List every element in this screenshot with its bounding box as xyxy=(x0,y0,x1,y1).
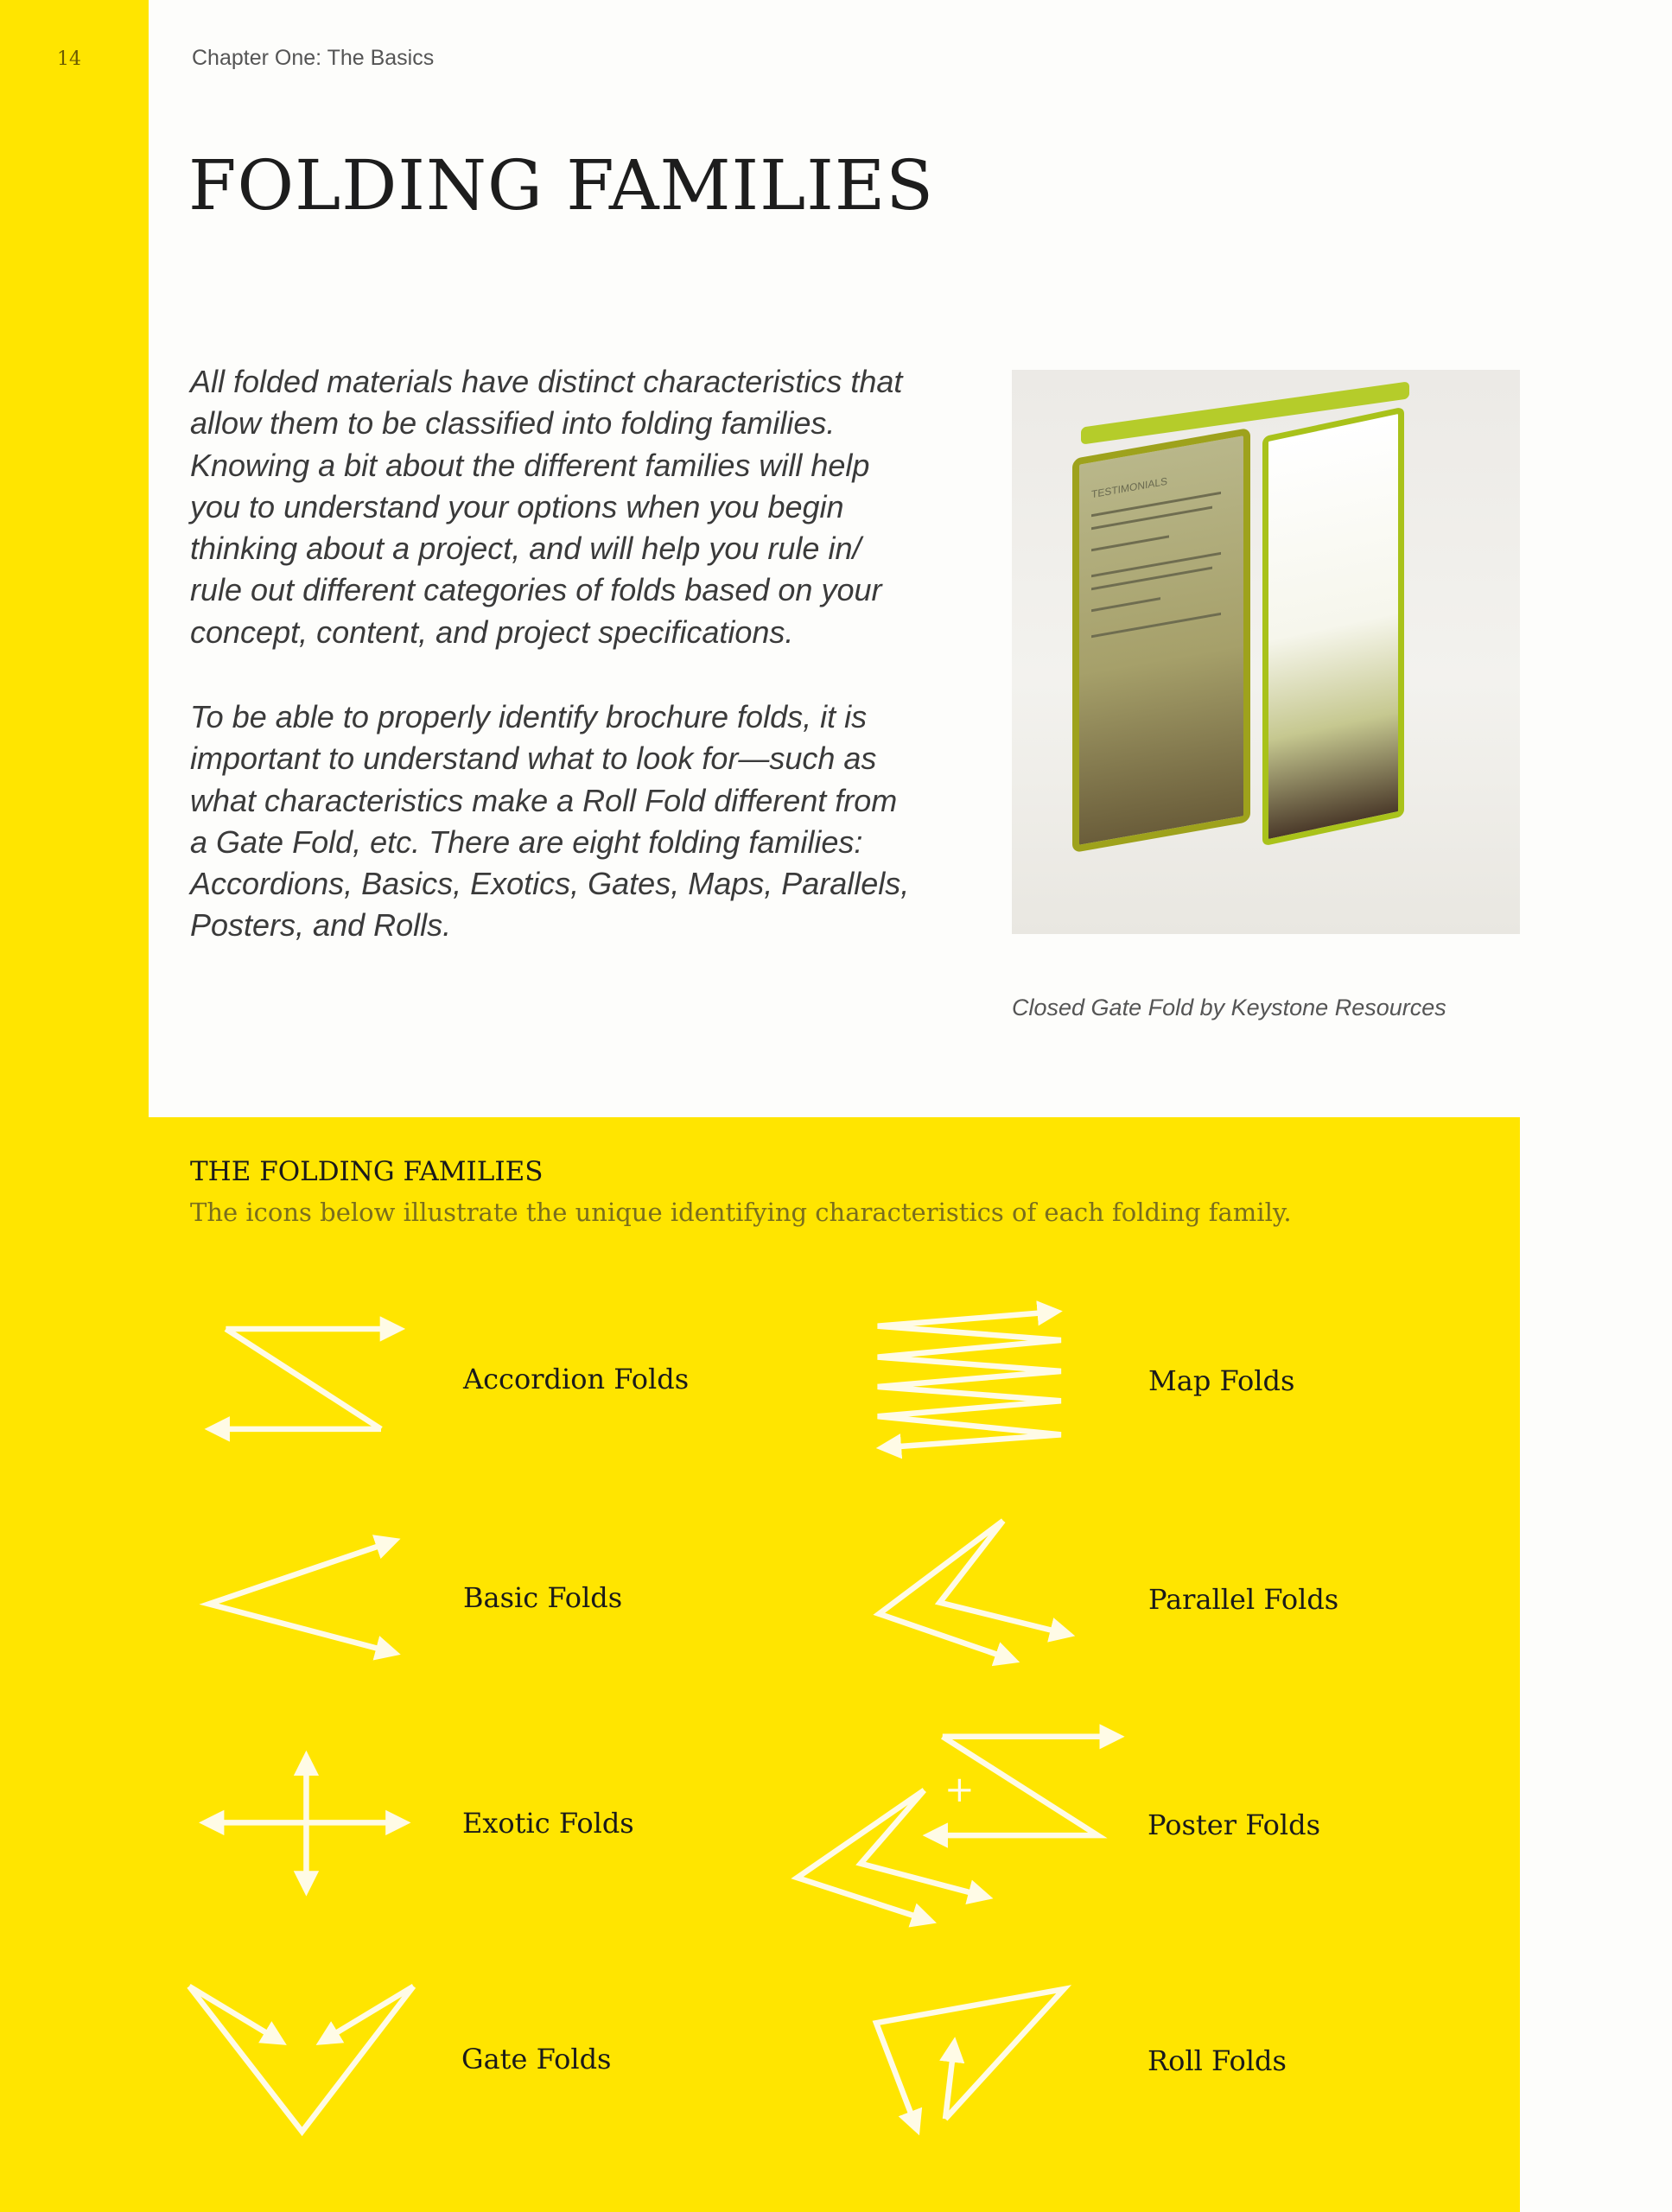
text-line: Knowing a bit about the different families will help xyxy=(190,447,870,483)
poster-fold-icon xyxy=(798,1737,1115,1920)
gate-fold-icon xyxy=(189,1986,414,2132)
family-label-map: Map Folds xyxy=(1148,1364,1295,1397)
roll-fold-icon xyxy=(876,1989,1064,2126)
family-label-basic: Basic Folds xyxy=(463,1581,623,1614)
text-line: Accordions, Basics, Exotics, Gates, Maps, Parallels, xyxy=(190,866,910,902)
parallel-fold-icon xyxy=(879,1521,1065,1659)
text-line: To be able to properly identify brochure folds, it is xyxy=(190,699,868,734)
family-label-poster: Poster Folds xyxy=(1148,1808,1321,1841)
text-line: important to understand what to look for—such as xyxy=(190,741,877,777)
family-label-accordion: Accordion Folds xyxy=(463,1363,690,1395)
box-subtitle: The icons below illustrate the unique identifying characteristics of each folding family. xyxy=(190,1198,1292,1227)
exotic-fold-icon xyxy=(209,1761,401,1886)
running-header: Chapter One: The Basics xyxy=(192,46,435,70)
text-line: Posters, and Rolls. xyxy=(190,907,452,944)
text-line: rule out different categories of folds based on your xyxy=(190,572,882,608)
text-line: thinking about a project, and will help you rule in/ xyxy=(190,531,861,567)
family-label-parallel: Parallel Folds xyxy=(1148,1583,1339,1616)
family-label-gate: Gate Folds xyxy=(461,2043,612,2075)
box-title: THE FOLDING FAMILIES xyxy=(190,1156,544,1187)
text-line: what characteristics make a Roll Fold different from xyxy=(190,782,898,818)
family-label-exotic: Exotic Folds xyxy=(462,1807,634,1840)
map-fold-icon xyxy=(878,1312,1061,1447)
brochure-heading: TESTIMONIALS xyxy=(1091,474,1168,501)
text-line: a Gate Fold, etc. There are eight folding families: xyxy=(190,823,863,860)
text-line: allow them to be classified into folding families. xyxy=(190,405,836,442)
photo-caption: Closed Gate Fold by Keystone Resources xyxy=(1012,995,1446,1020)
accordion-fold-icon xyxy=(214,1329,395,1429)
page-title: FOLDING FAMILIES xyxy=(188,145,935,226)
family-label-roll: Roll Folds xyxy=(1148,2044,1287,2077)
text-line: concept, content, and project specifications. xyxy=(190,613,794,650)
page-number: 14 xyxy=(57,48,81,70)
text-line: you to understand your options when you begin xyxy=(190,488,844,524)
text-line: All folded materials have distinct characteristics that xyxy=(190,364,903,399)
basic-fold-icon xyxy=(209,1541,391,1651)
